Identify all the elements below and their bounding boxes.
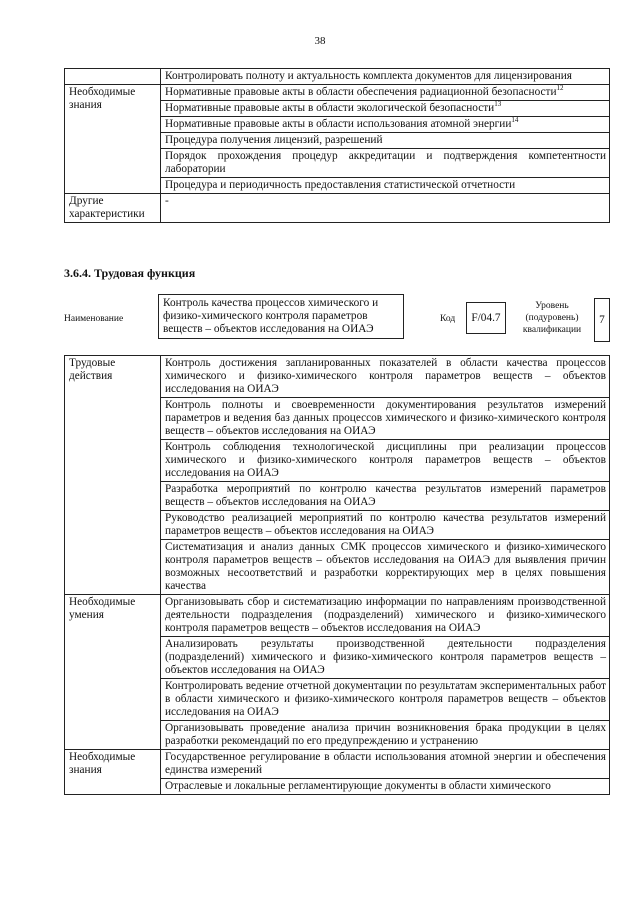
- footnote-ref: 13: [494, 100, 502, 109]
- name-label: Наименование: [64, 314, 124, 324]
- table-row: [65, 69, 610, 85]
- table-cell: Организовывать проведение анализа причин возникновения брака продукции в целях разработки рекомендаций по его предупреждению и устранению: [161, 721, 610, 750]
- table-row: [65, 356, 610, 398]
- row-label-other: Другие характеристики: [65, 194, 161, 223]
- cell-text: Нормативные правовые акты в области экологической безопасности: [165, 102, 495, 114]
- footnote-ref: 14: [511, 116, 519, 125]
- table-cell: Руководство реализацией мероприятий по контролю качества результатов измерений параметров веществ – объектов исследования на ОИАЭ: [161, 511, 610, 540]
- table-cell: Государственное регулирование в области использования атомной энергии и обеспечения единства измерений: [161, 750, 610, 779]
- table-cell: Анализировать результаты производственной деятельности подразделения (подразделений) химического и физико-химического контроля параметров веществ – объектов исследования на ОИАЭ: [161, 637, 610, 679]
- function-details-table: [64, 355, 610, 795]
- code-label: Код: [440, 314, 456, 324]
- section-heading: 3.6.4. Трудовая функция: [64, 266, 196, 280]
- table-row: [65, 85, 610, 101]
- table-cell: [161, 85, 610, 101]
- footnote-ref: 12: [556, 84, 564, 93]
- table-cell: [161, 101, 610, 117]
- table-cell: Организовывать сбор и систематизацию информации по направлениям производственной деятельности подразделения (подразделений) химического и физико-химического контроля параметров веществ – объектов исследования на ОИАЭ: [161, 595, 610, 637]
- code-box: F/04.7: [466, 302, 506, 334]
- table-cell: Контроль полноты и своевременности документирования результатов измерений параметров и ведения баз данных процессов химического и физико-химического контроля веществ – объектов исследования на ОИАЭ: [161, 398, 610, 440]
- table-cell: Разработка мероприятий по контролю качества результатов измерений параметров веществ – объектов исследования на ОИАЭ: [161, 482, 610, 511]
- level-box: 7: [594, 298, 610, 342]
- page-number: 38: [314, 35, 326, 47]
- row-label-actions: Трудовые действия: [65, 356, 161, 595]
- level-label: Уровень (подуровень) квалификации: [522, 301, 582, 335]
- table-cell: Процедура получения лицензий, разрешений: [161, 133, 610, 149]
- row-label-skills: Необходимые умения: [65, 595, 161, 750]
- row-label-knowledge: Необходимые знания: [65, 750, 161, 795]
- table-row: [65, 595, 610, 637]
- row-label-knowledge: Необходимые знания: [65, 85, 161, 194]
- cell-text: Нормативные правовые акты в области обеспечения радиационной безопасности: [165, 86, 557, 98]
- table-cell: Порядок прохождения процедур аккредитации и подтверждения компетентности лаборатории: [161, 149, 610, 178]
- table-cell: Контроль соблюдения технологической дисциплины при реализации процессов химического и физико-химического контроля параметров веществ – объектов исследования на ОИАЭ: [161, 440, 610, 482]
- row-label-empty: [65, 69, 161, 85]
- table-cell: Систематизация и анализ данных СМК процессов химического и физико-химического контроля параметров веществ – объектов исследования на ОИАЭ для выявления причин возможных несоответствий и разработки корректирующих мер в целях повышения качества: [161, 540, 610, 595]
- competency-table-previous: [64, 68, 610, 223]
- cell-text: Нормативные правовые акты в области использования атомной энергии: [165, 118, 512, 130]
- table-cell: Контролировать ведение отчетной документации по результатам экспериментальных работ в области химического и физико-химического контроля параметров веществ – объектов исследования на ОИАЭ: [161, 679, 610, 721]
- table-cell: Контроль достижения запланированных показателей в области качества процессов химического и физико-химического контроля параметров веществ – объектов исследования на ОИАЭ: [161, 356, 610, 398]
- table-cell: [161, 117, 610, 133]
- table-cell: Отраслевые и локальные регламентирующие документы в области химического: [161, 779, 610, 795]
- function-name-box: Контроль качества процессов химического и физико-химического контроля параметров веществ – объектов исследования на ОИАЭ: [158, 294, 404, 339]
- table-row: [65, 750, 610, 779]
- table-cell: Процедура и периодичность предоставления статистической отчетности: [161, 178, 610, 194]
- table-cell: -: [161, 194, 610, 223]
- table-cell: Контролировать полноту и актуальность комплекта документов для лицензирования: [161, 69, 610, 85]
- table-row: [65, 194, 610, 223]
